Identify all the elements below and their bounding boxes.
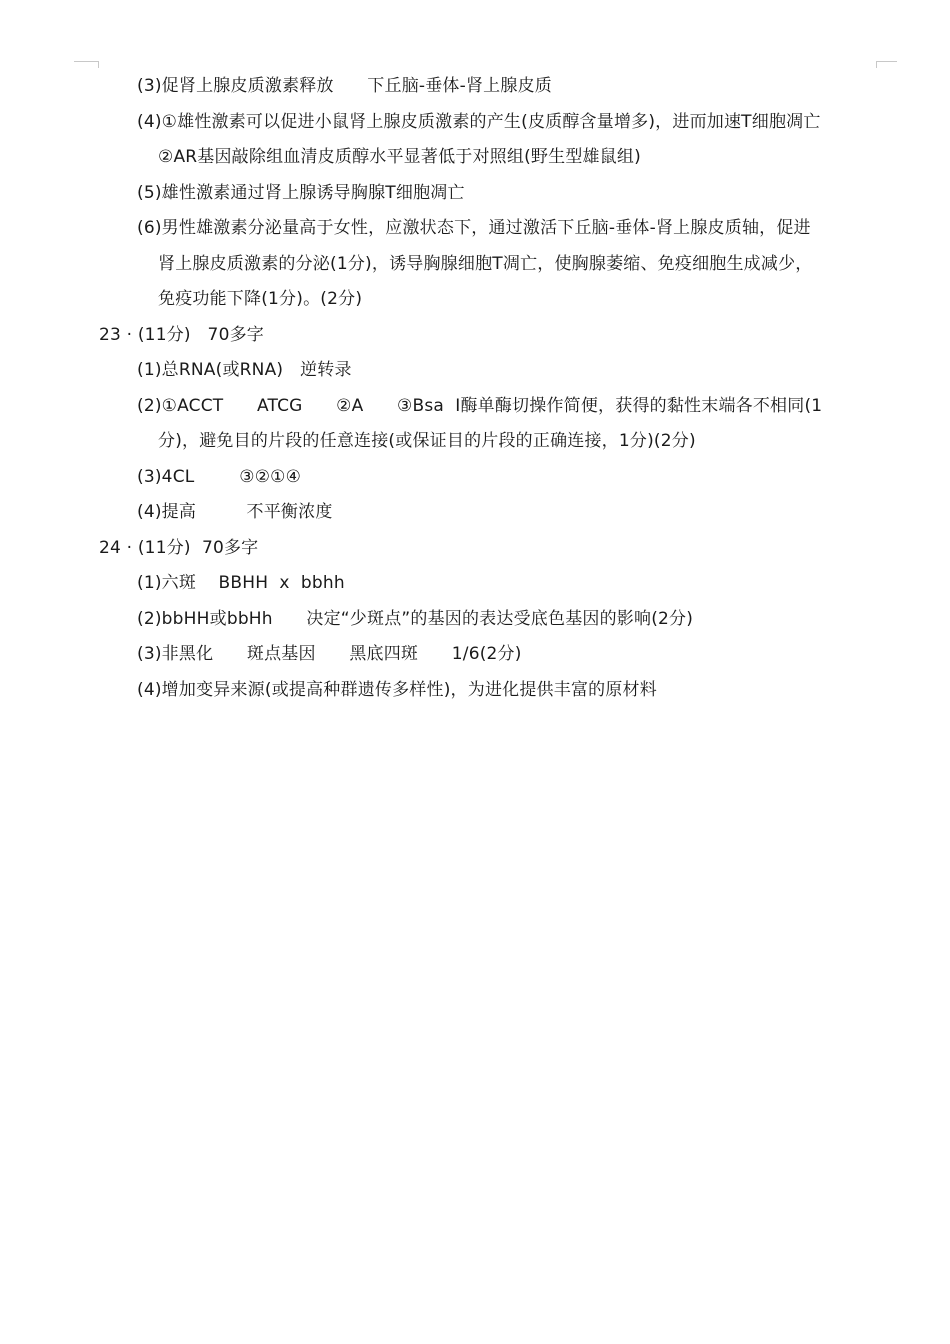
answer-22-6-c: 免疫功能下降(1分)。(2分) <box>158 289 363 309</box>
answer-24-3: (3)非黑化 斑点基因 黑底四斑 1/6(2分) <box>137 644 522 664</box>
answer-22-6-a: (6)男性雄激素分泌量高于女性，应激状态下，通过激活下丘脑-垂体-肾上腺皮质轴，促进 <box>137 218 811 238</box>
answer-23-2-b: 分)，避免目的片段的任意连接(或保证目的片段的正确连接，1分)(2分) <box>158 431 696 451</box>
page-corner-mark-left <box>74 61 99 68</box>
page-corner-mark-right <box>876 61 897 68</box>
answer-22-6-b: 肾上腺皮质激素的分泌(1分)，诱导胸腺细胞T凋亡，使胸腺萎缩、免疫细胞生成减少， <box>158 254 813 274</box>
answer-24-2: (2)bbHH或bbHh 决定“少斑点”的基因的表达受底色基因的影响(2分) <box>137 609 694 629</box>
answer-24-4: (4)增加变异来源(或提高种群遗传多样性)，为进化提供丰富的原材料 <box>137 680 657 700</box>
answer-22-4-2: ②AR基因敲除组血清皮质醇水平显著低于对照组(野生型雄鼠组) <box>158 147 641 167</box>
question-24-heading: 24 · (11分) 70多字 <box>99 538 259 558</box>
question-23-heading: 23 · (11分) 70多字 <box>99 325 264 345</box>
answer-22-3: (3)促肾上腺皮质激素释放 下丘脑-垂体-肾上腺皮质 <box>137 76 552 96</box>
answer-23-3: (3)4CL ③②①④ <box>137 467 302 487</box>
answer-22-4-1: (4)①雄性激素可以促进小鼠肾上腺皮质激素的产生(皮质醇含量增多)，进而加速T细胞凋亡 <box>137 112 821 132</box>
answer-23-4: (4)提高 不平衡浓度 <box>137 502 333 522</box>
answer-23-1: (1)总RNA(或RNA) 逆转录 <box>137 360 352 380</box>
answer-24-1: (1)六斑 BBHH x bbhh <box>137 573 345 593</box>
answer-22-5: (5)雄性激素通过肾上腺诱导胸腺T细胞凋亡 <box>137 183 465 203</box>
answer-23-2-a: (2)①ACCT ATCG ②A ③Bsa I酶单酶切操作简便，获得的黏性末端各不相同(1 <box>137 396 823 416</box>
